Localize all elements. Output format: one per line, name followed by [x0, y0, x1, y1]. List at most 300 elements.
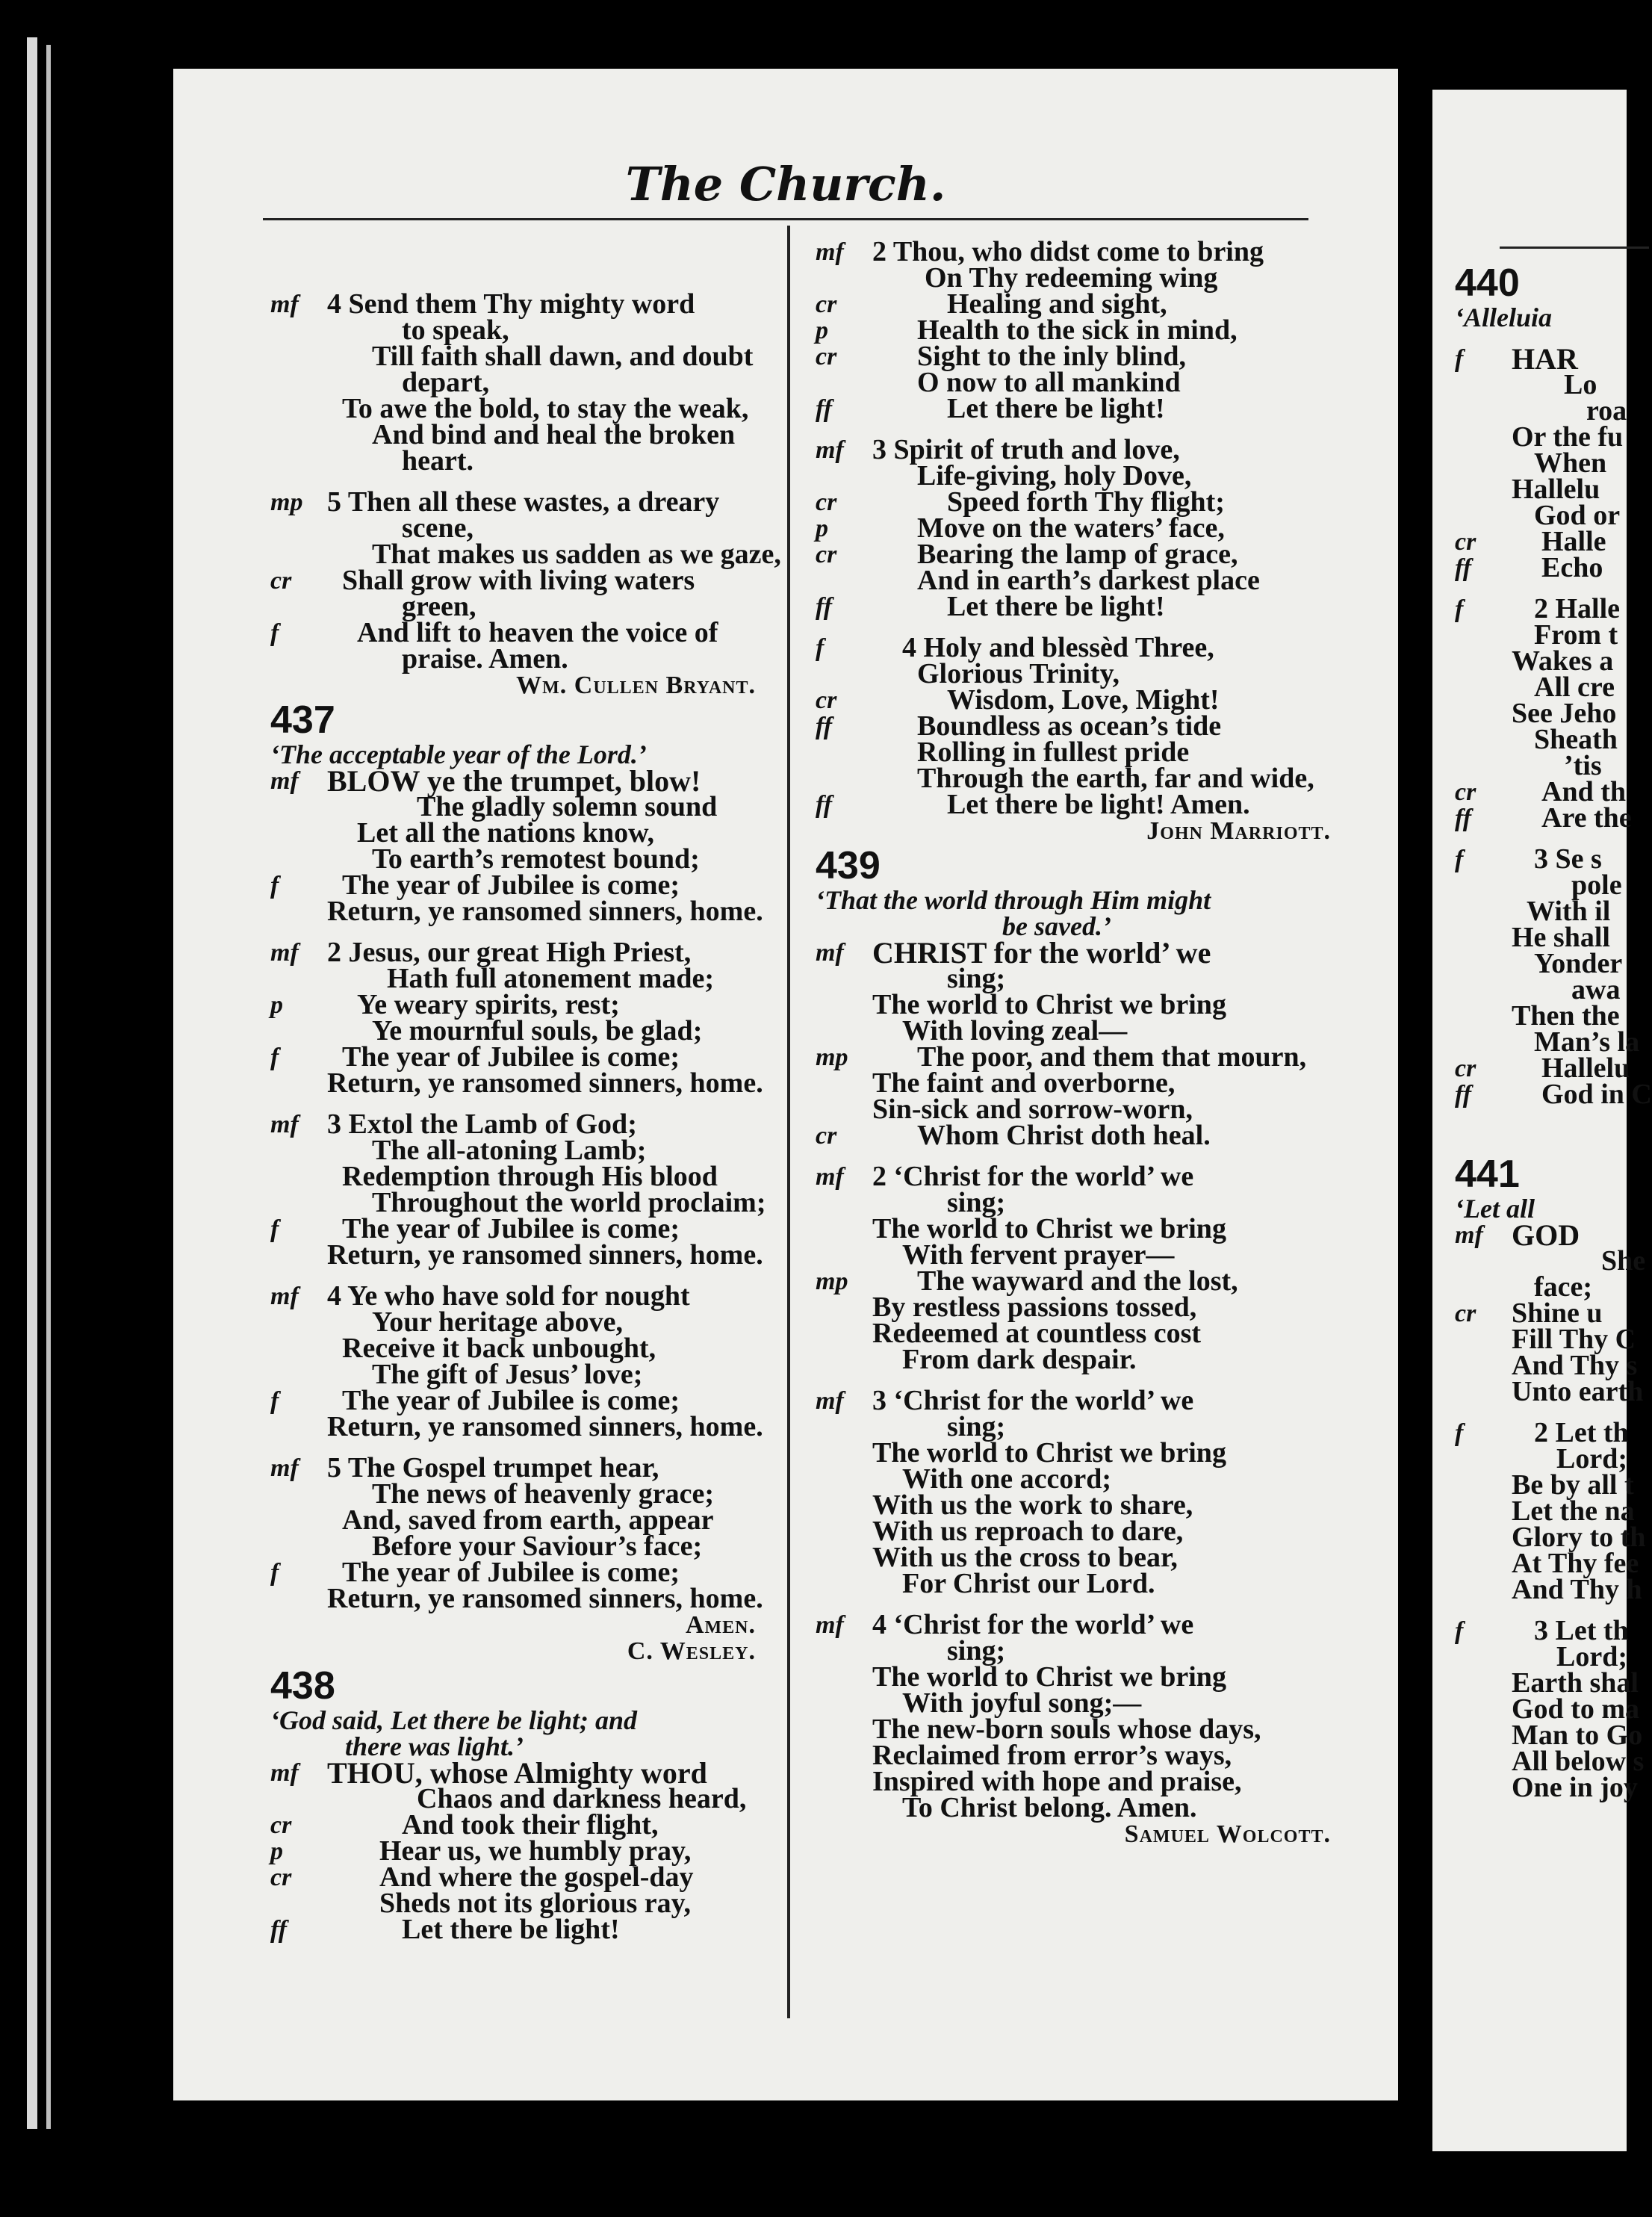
- hymn-line: [270, 1385, 771, 1416]
- hymn-line: [1455, 698, 1627, 729]
- page-title: The Church.: [625, 157, 946, 211]
- hymn-line: [270, 963, 771, 994]
- hymn-line: [1455, 593, 1627, 624]
- hymn-line: [1455, 1417, 1629, 1448]
- hymn-line: [816, 1239, 1346, 1271]
- hymn-line-text: The gift of Jesus’ love;: [372, 1359, 643, 1390]
- hymn-line: [816, 684, 1346, 716]
- hymn-line-text: Whom Christ doth heal.: [917, 1120, 1211, 1151]
- hymn-line-text: With us the cross to bear,: [872, 1542, 1178, 1573]
- hymn-line-text: Shall grow with living waters: [342, 565, 695, 596]
- hymn-line: [1455, 342, 1627, 376]
- hymn-line: [816, 1714, 1346, 1745]
- hymn-line-text: God to ma: [1512, 1693, 1639, 1725]
- hymn-column-right: [1455, 261, 1652, 1803]
- hymn-line: [270, 1359, 771, 1390]
- hymn-number: 440: [1455, 261, 1520, 305]
- hymn-line-text: All below s: [1512, 1746, 1645, 1777]
- hymn-line-text: The all-atoning Lamb;: [372, 1135, 647, 1166]
- hymn-line: [816, 1437, 1346, 1469]
- hymn-line: [270, 843, 771, 875]
- dynamic-mark: cr: [816, 343, 837, 370]
- hymn-line: [816, 1635, 1346, 1666]
- hymn-line-text: Glory to th: [1512, 1522, 1646, 1553]
- hymn-line: [816, 1213, 1346, 1244]
- hymn-line: [816, 1792, 1346, 1823]
- hymn-line: [1455, 645, 1627, 677]
- hymn-line-text: The world to Christ we bring: [872, 1213, 1226, 1244]
- hymn-line-text: See Jeho: [1512, 698, 1617, 729]
- hymn-line-text: Let the na: [1512, 1495, 1635, 1527]
- hymn-line: [1455, 421, 1627, 453]
- hymn-line: [816, 1542, 1346, 1573]
- hymn-line-text: Sight to the inly blind,: [917, 341, 1187, 372]
- dynamic-mark: cr: [1455, 1055, 1476, 1082]
- hymn-line-text: Be by all t: [1512, 1469, 1634, 1501]
- dynamic-mark: ff: [816, 593, 833, 621]
- hymn-line-text: The faint and overborne,: [872, 1067, 1176, 1099]
- hymn-line-text: Ye weary spirits, rest;: [357, 989, 620, 1020]
- dynamic-mark: cr: [816, 489, 837, 516]
- hymn-line: [1455, 1026, 1640, 1058]
- hymn-line-text: sing;: [947, 1635, 1006, 1666]
- hymn-line: [1455, 1297, 1627, 1329]
- hymn-line: [1455, 1079, 1652, 1110]
- dynamic-mark: cr: [1455, 528, 1476, 556]
- hymn-line: [270, 1861, 771, 1893]
- right-header-rule: [1500, 246, 1649, 249]
- hymn-line: [1455, 1720, 1643, 1751]
- hymn-line-text: Return, ye ransomed sinners, home.: [327, 1067, 763, 1099]
- hymn-line-text: With one accord;: [902, 1463, 1112, 1495]
- hymn-line: [816, 1344, 1346, 1375]
- hymn-line: [1455, 474, 1627, 505]
- hymn-line: [270, 1452, 771, 1483]
- book-spine-edge: [27, 37, 37, 2129]
- hymn-line-text: Man to Go: [1512, 1720, 1643, 1751]
- hymn-line: [270, 367, 771, 398]
- hymn-line-text: Inspired with hope and praise,: [872, 1766, 1242, 1797]
- book-spine-edge-inner: [46, 45, 51, 2129]
- hymn-line: [1455, 1693, 1639, 1725]
- hymn-line-text: God or: [1534, 500, 1621, 531]
- dynamic-mark: f: [816, 634, 825, 662]
- hymn-line-text: 2 Thou, who didst come to bring: [872, 236, 1264, 267]
- hymn-line: [1455, 1548, 1639, 1579]
- dynamic-mark: cr: [816, 541, 837, 568]
- hymn-line: [270, 486, 771, 518]
- hymn-line-text: sing;: [947, 963, 1006, 994]
- hymn-line-text: Let there be light!: [402, 1914, 620, 1945]
- hymn-line: [270, 791, 771, 822]
- hymn-line-text: Speed forth Thy flight;: [947, 486, 1225, 518]
- hymn-line-text: Sheds not its glorious ray,: [379, 1888, 692, 1919]
- hymn-line-text: CHRIST for the world’ we: [872, 936, 1211, 970]
- hymn-line: [1455, 1376, 1644, 1407]
- hymn-line: [816, 1661, 1346, 1693]
- hymn-line: [270, 1213, 771, 1244]
- hymn-line: [816, 1411, 1346, 1442]
- hymn-line-text: And where the gospel-day: [379, 1861, 694, 1893]
- hymn-line: [816, 1687, 1346, 1719]
- hymn-line: [270, 643, 771, 675]
- hymn-line-text: By restless passions tossed,: [872, 1292, 1197, 1323]
- hymn-line: [816, 314, 1346, 346]
- dynamic-mark: p: [816, 317, 828, 344]
- dynamic-mark: mf: [816, 1163, 844, 1191]
- hymn-line-text: Fill Thy C: [1512, 1324, 1636, 1355]
- hymn-line-text: 5 The Gospel trumpet hear,: [327, 1452, 659, 1483]
- hymn-line: [270, 1015, 771, 1047]
- hymn-line-text: 4 Holy and blessèd Three,: [902, 632, 1214, 663]
- hymn-line: [816, 367, 1346, 398]
- hymn-line-text: 5 Then all these wastes, a dreary: [327, 486, 720, 518]
- dynamic-mark: cr: [1455, 778, 1476, 806]
- dynamic-mark: f: [1455, 1419, 1464, 1447]
- hymn-line-text: And took their flight,: [402, 1809, 659, 1841]
- hymn-line: [270, 445, 771, 477]
- hymn-line-text: 3 Se s: [1534, 843, 1602, 875]
- hymn-line: [816, 739, 1346, 766]
- hymn-line: [270, 1583, 771, 1614]
- hymn-line: [270, 764, 771, 798]
- hymn-line: [1455, 1271, 1627, 1303]
- dynamic-mark: f: [270, 1215, 279, 1243]
- header-rule: [263, 218, 1308, 220]
- hymn-line: [1455, 1443, 1627, 1475]
- hymn-line: [1455, 922, 1627, 953]
- hymn-line: [1455, 369, 1627, 400]
- hymn-line-text: pole: [1571, 869, 1622, 901]
- hymn-line: [1455, 552, 1627, 583]
- dynamic-mark: f: [270, 872, 279, 899]
- hymn-line: [816, 486, 1346, 518]
- hymn-line: [816, 539, 1346, 570]
- stanza-gap: [1455, 1138, 1627, 1153]
- hymn-line: [270, 1108, 771, 1140]
- hymn-line: [816, 1067, 1346, 1099]
- hymn-line: [1455, 1667, 1639, 1699]
- hymn-line: [270, 314, 771, 346]
- dynamic-mark: f: [1455, 345, 1464, 373]
- stanza-gap: [1455, 1108, 1627, 1123]
- hymn-line-text: Return, ye ransomed sinners, home.: [327, 1411, 763, 1442]
- hymn-subtitle: be saved.’: [1002, 911, 1111, 941]
- hymn-line: [270, 1411, 771, 1442]
- dynamic-mark: f: [270, 619, 279, 647]
- hymn-line: [816, 963, 1346, 994]
- dynamic-mark: f: [1455, 1617, 1464, 1645]
- hymn-line: [270, 1333, 771, 1364]
- hymn-line-text: Return, ye ransomed sinners, home.: [327, 1583, 763, 1614]
- hymn-line-text: Ye mournful souls, be glad;: [372, 1015, 703, 1047]
- hymn-line: [270, 1531, 771, 1562]
- hymn-line-text: With loving zeal—: [902, 1015, 1128, 1047]
- dynamic-mark: ff: [270, 1916, 288, 1944]
- dynamic-mark: cr: [816, 1122, 837, 1150]
- hymn-column-middle: [816, 236, 1346, 1848]
- hymn-line: [1455, 802, 1632, 834]
- hymn-line: [1455, 1052, 1630, 1084]
- hymn-line-text: The year of Jubilee is come;: [342, 1041, 680, 1073]
- hymn-line: [816, 1187, 1346, 1218]
- hymn-line: [816, 1568, 1346, 1599]
- hymn-line-text: She: [1601, 1245, 1646, 1277]
- hymn-line: [1455, 724, 1627, 755]
- hymn-author: Amen.: [685, 1611, 756, 1639]
- hymn-line-text: At Thy fee: [1512, 1548, 1639, 1579]
- hymn-line: [270, 1239, 771, 1271]
- hymn-line: [1455, 948, 1627, 979]
- hymn-line-text: The new-born souls whose days,: [872, 1714, 1261, 1745]
- hymn-line-text: That makes us sadden as we gaze,: [372, 539, 781, 570]
- hymn-line: [816, 512, 1346, 544]
- dynamic-mark: f: [270, 1559, 279, 1587]
- hymn-line-text: And th: [1541, 776, 1626, 807]
- hymn-subtitle: ‘That the world through Him might: [816, 885, 1211, 915]
- hymn-line: [1455, 500, 1627, 531]
- hymn-line: [270, 1041, 771, 1073]
- hymn-line: [1455, 1218, 1627, 1252]
- hymn-line: [1455, 619, 1627, 651]
- hymn-line-text: He shall: [1512, 922, 1610, 953]
- hymn-line: [816, 1294, 1346, 1321]
- hymn-line: [270, 1835, 771, 1867]
- hymn-line-text: Halle: [1541, 526, 1606, 557]
- hymn-line-text: roa: [1586, 395, 1627, 427]
- dynamic-mark: mf: [270, 767, 299, 795]
- dynamic-mark: mp: [816, 1044, 848, 1071]
- hymn-line: [1455, 750, 1627, 781]
- hymn-line: [816, 936, 1346, 970]
- hymn-line-text: With il: [1527, 896, 1611, 927]
- dynamic-mark: p: [270, 1838, 283, 1865]
- hymn-line: [816, 1161, 1346, 1192]
- hymn-line-text: Through the earth, far and wide,: [917, 763, 1314, 794]
- hymn-line: [816, 434, 1346, 465]
- hymn-line-text: Return, ye ransomed sinners, home.: [327, 1239, 763, 1271]
- hymn-line-text: HAR: [1512, 342, 1578, 376]
- hymn-author: Samuel Wolcott.: [1124, 1820, 1331, 1848]
- hymn-line-text: Let all the nations know,: [357, 817, 655, 849]
- hymn-line-text: 2 ‘Christ for the world’ we: [872, 1161, 1194, 1192]
- hymn-line-text: Bearing the lamp of grace,: [917, 539, 1238, 570]
- dynamic-mark: ff: [816, 395, 833, 423]
- hymn-line-text: Lo: [1564, 369, 1597, 400]
- hymn-line-text: Life-giving, holy Dove,: [917, 460, 1192, 492]
- hymn-line-text: ’tis: [1564, 750, 1602, 781]
- dynamic-mark: cr: [816, 686, 837, 714]
- hymn-line-text: Man’s la: [1534, 1026, 1640, 1058]
- hymn-line: [1455, 869, 1627, 901]
- hymn-line: [1455, 1469, 1634, 1501]
- hymn-line-text: God in C: [1541, 1079, 1652, 1110]
- hymn-line-text: GOD: [1512, 1218, 1580, 1252]
- hymn-line: [816, 1516, 1346, 1547]
- hymn-line-text: The year of Jubilee is come;: [342, 869, 680, 901]
- hymn-line: [816, 789, 1346, 820]
- dynamic-mark: mf: [270, 291, 299, 318]
- hymn-line: [1455, 1615, 1629, 1646]
- hymn-line-text: The gladly solemn sound: [417, 791, 718, 822]
- hymn-line-text: Reclaimed from error’s ways,: [872, 1740, 1232, 1771]
- hymn-line: [1455, 526, 1627, 557]
- hymn-author: John Marriott.: [1146, 817, 1331, 845]
- hymn-line-text: Lord;: [1556, 1443, 1627, 1475]
- hymn-line-text: Let there be light! Amen.: [947, 789, 1250, 820]
- dynamic-mark: mf: [816, 939, 844, 967]
- dynamic-mark: ff: [1455, 804, 1472, 832]
- hymn-line-text: All cre: [1534, 672, 1615, 703]
- hymn-line-text: face;: [1534, 1271, 1593, 1303]
- hymn-line: [270, 1067, 771, 1099]
- dynamic-mark: cr: [270, 1864, 292, 1891]
- hymn-line: [816, 1385, 1346, 1416]
- dynamic-mark: f: [270, 1387, 279, 1415]
- dynamic-mark: p: [816, 515, 828, 542]
- hymn-line: [270, 1478, 771, 1510]
- hymn-line: [1455, 1574, 1642, 1605]
- hymn-line-text: And bind and heal the broken: [372, 419, 736, 450]
- hymn-number: 438: [270, 1664, 335, 1708]
- hymn-line-text: 2 Jesus, our great High Priest,: [327, 937, 692, 968]
- hymn-line: [816, 658, 1346, 689]
- hymn-line: [270, 591, 771, 622]
- hymn-line-text: sing;: [947, 1411, 1006, 1442]
- hymn-line-text: With fervent prayer—: [902, 1239, 1175, 1271]
- stanza-gap: [1455, 1123, 1627, 1138]
- hymn-line-text: For Christ our Lord.: [902, 1568, 1155, 1599]
- hymn-line: [1455, 672, 1627, 703]
- hymn-line-text: green,: [402, 591, 476, 622]
- hymn-line: [816, 1041, 1346, 1073]
- hymn-line-text: Wakes a: [1512, 645, 1614, 677]
- hymn-subtitle: ‘Alleluia: [1455, 303, 1553, 332]
- hymn-line-text: THOU, whose Almighty word: [327, 1756, 707, 1790]
- hymn-line-text: One in joy: [1512, 1772, 1638, 1803]
- hymn-line-text: With us the work to share,: [872, 1489, 1193, 1521]
- dynamic-mark: ff: [816, 791, 833, 819]
- hymn-line: [1455, 1495, 1635, 1527]
- dynamic-mark: cr: [270, 1811, 292, 1839]
- hymn-line-text: Redeemed at countless cost: [872, 1318, 1202, 1349]
- dynamic-mark: mp: [270, 489, 303, 516]
- hymn-line-text: With joyful song;—: [902, 1687, 1142, 1719]
- hymn-line: [270, 539, 781, 570]
- hymn-line-text: Healing and sight,: [947, 288, 1167, 320]
- hymn-line-text: to speak,: [402, 314, 509, 346]
- hymn-line-text: Shine u: [1512, 1297, 1603, 1329]
- hymn-line: [270, 1504, 771, 1536]
- hymn-line: [816, 1463, 1346, 1495]
- hymn-line-text: The poor, and them that mourn,: [917, 1041, 1307, 1073]
- dynamic-mark: mf: [1455, 1221, 1483, 1249]
- hymn-line: [270, 1888, 771, 1919]
- hymn-line: [270, 817, 771, 849]
- hymn-line-text: depart,: [402, 367, 490, 398]
- dynamic-mark: mf: [270, 1283, 299, 1310]
- hymn-line: [816, 1094, 1346, 1125]
- hymn-line: [270, 288, 771, 320]
- hymn-line: [1455, 1324, 1636, 1355]
- dynamic-mark: cr: [1455, 1300, 1476, 1327]
- hymn-subtitle: there was light.’: [345, 1731, 524, 1761]
- dynamic-mark: cr: [816, 291, 837, 318]
- hymn-line: [816, 1318, 1346, 1349]
- hymn-line: [270, 1187, 771, 1218]
- hymn-line-text: To Christ belong. Amen.: [902, 1792, 1197, 1823]
- hymn-line: [1455, 974, 1627, 1005]
- hymn-line: [270, 1280, 771, 1312]
- hymn-line: [270, 393, 771, 424]
- hymn-column-left: [270, 288, 781, 1945]
- left-page: [173, 69, 1398, 2100]
- hymn-line: [816, 710, 1346, 742]
- hymn-line-text: And Thy h: [1512, 1574, 1642, 1605]
- hymn-line-text: 4 Ye who have sold for nought: [327, 1280, 690, 1312]
- dynamic-mark: mp: [816, 1268, 848, 1295]
- hymn-line: [816, 1609, 1346, 1640]
- hymn-line-text: Return, ye ransomed sinners, home.: [327, 896, 763, 927]
- hymn-line-text: 4 ‘Christ for the world’ we: [872, 1609, 1194, 1640]
- hymn-line-text: With us reproach to dare,: [872, 1516, 1184, 1547]
- hymn-line-text: Sheath: [1534, 724, 1618, 755]
- hymn-line-text: The year of Jubilee is come;: [342, 1385, 680, 1416]
- hymn-line-text: And, saved from earth, appear: [342, 1504, 714, 1536]
- hymn-line-text: 4 Send them Thy mighty word: [327, 288, 695, 320]
- hymn-line-text: Boundless as ocean’s tide: [917, 710, 1222, 742]
- hymn-line: [270, 1161, 771, 1192]
- hymn-line: [816, 632, 1346, 663]
- hymn-line-text: From dark despair.: [902, 1344, 1137, 1375]
- hymn-line-text: awa: [1571, 974, 1621, 1005]
- hymn-line-text: Redemption through His blood: [342, 1161, 718, 1192]
- hymn-line-text: 3 Spirit of truth and love,: [872, 434, 1180, 465]
- hymn-line: [1455, 1522, 1646, 1553]
- hymn-line: [816, 1120, 1346, 1151]
- hymn-line-text: The wayward and the lost,: [917, 1265, 1238, 1297]
- hymn-line-text: Hear us, we humbly pray,: [379, 1835, 692, 1867]
- hymn-subtitle: ‘Let all: [1455, 1194, 1535, 1224]
- hymn-line: [816, 763, 1346, 794]
- hymn-line-text: Earth shal: [1512, 1667, 1639, 1699]
- hymn-line-text: And in earth’s darkest place: [917, 565, 1260, 596]
- hymn-line-text: Yonder: [1534, 948, 1623, 979]
- hymn-subtitle: ‘The acceptable year of the Lord.’: [270, 739, 647, 769]
- hymn-subtitle: ‘God said, Let there be light; and: [270, 1705, 637, 1735]
- hymn-line-text: Health to the sick in mind,: [917, 314, 1238, 346]
- hymn-line-text: 3 Extol the Lamb of God;: [327, 1108, 637, 1140]
- dynamic-mark: f: [1455, 846, 1464, 873]
- hymn-line-text: And Thy s: [1512, 1350, 1638, 1381]
- hymn-line: [270, 989, 771, 1020]
- hymn-line: [270, 617, 771, 648]
- dynamic-mark: mf: [816, 1387, 844, 1415]
- hymn-line: [1455, 1350, 1638, 1381]
- hymn-line-text: Sin-sick and sorrow-worn,: [872, 1094, 1193, 1125]
- hymn-line: [270, 565, 771, 596]
- hymn-line-text: scene,: [402, 512, 474, 544]
- hymn-line-text: The year of Jubilee is come;: [342, 1213, 680, 1244]
- hymn-line-text: Move on the waters’ face,: [917, 512, 1225, 544]
- dynamic-mark: ff: [816, 713, 833, 740]
- hymn-line: [270, 896, 771, 927]
- hymn-number: 439: [816, 844, 881, 887]
- hymn-line: [270, 1756, 771, 1790]
- hymn-line-text: From t: [1534, 619, 1618, 651]
- hymn-line-text: Chaos and darkness heard,: [417, 1783, 747, 1814]
- hymn-line-text: 2 Halle: [1534, 593, 1621, 624]
